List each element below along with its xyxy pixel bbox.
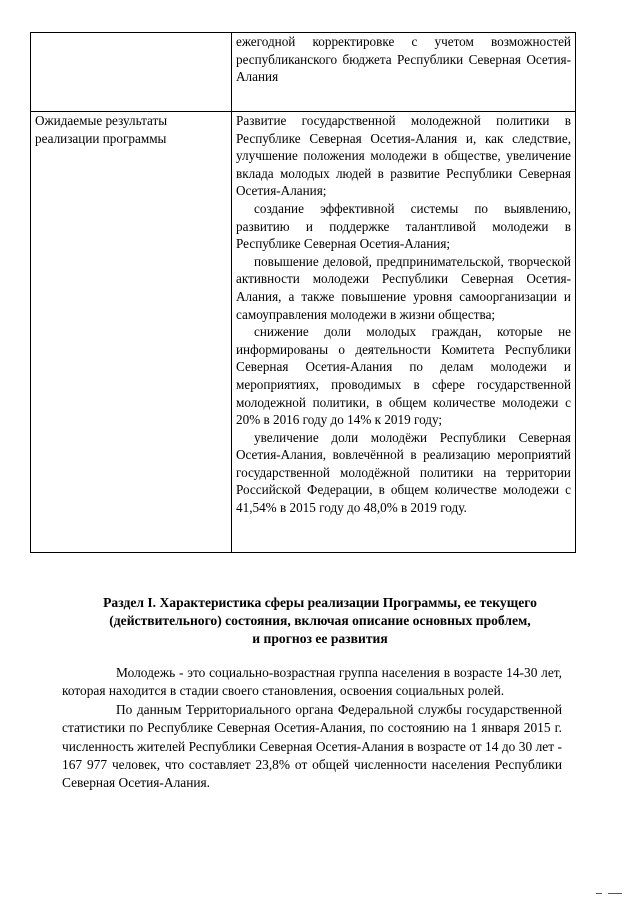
table-cell-value [232, 33, 576, 112]
expected-result-item: Развитие государственной молодежной политики в Республике Северная Осетия-Алания и, как следствие, улучшение положения молодежи в обществе, увеличение вклада молодых людей в развитие Республики Северная Осетия-Алания; [236, 113, 571, 199]
paragraph: Молодежь - это социально-возрастная группа населения в возрасте 14-30 лет, которая находится в стадии своего становления, освоения социальных ролей. [62, 665, 562, 699]
table-cell-value [232, 112, 576, 553]
expected-result-item: создание эффективной системы по выявлению, развитию и поддержке талантливой молодежи в Республике Северная Осетия-Алания; [236, 200, 571, 252]
expected-result-item: повышение деловой, предпринимательской, творческой активности молодежи Республики Северная Осетия-Алания, а также повышение уровня самоорганизации и самоуправления молодежи в жизни общества; [236, 253, 571, 322]
section-heading [40, 594, 600, 648]
table-cell-label-empty [31, 33, 232, 112]
paragraph: По данным Территориального органа Федеральной службы государственной статистики по Республике Северная Осетия-Алания, по состоянию на 1 января 2015 г. численность жителей Республики Северная Осетия-Алания в возрасте от 14 до 30 лет - 167 977 человек, что составляет 23,8% от общей численности населения Республики Северная Осетия-Алания. [62, 701, 562, 791]
expected-result-item: снижение доли молодых граждан, которые не информированы о деятельности Комитета Республики Северная Осетия-Алания по делам молодежи и мероприятиях, проводимых в сфере государственной молодежной политики, в общем количестве молодежи с 20% в 2016 году до 14% к 2019 году; [236, 324, 571, 428]
table-row [31, 112, 576, 553]
expected-results-label: Ожидаемые результаты реализации программы [35, 113, 168, 146]
table-row [31, 33, 576, 112]
section-heading-line: Раздел I. Характеристика сферы реализации Программы, ее текущего [103, 595, 537, 610]
budget-correction-text: ежегодной корректировке с учетом возможностей республиканского бюджета Республики Северная Осетия-Алания [236, 34, 571, 85]
body-text [62, 664, 562, 793]
section-heading-line: и прогноз ее развития [252, 631, 388, 646]
table-cell-label [31, 112, 232, 553]
section-heading-line: (действительного) состояния, включая описание основных проблем, [109, 613, 531, 628]
scan-mark [596, 893, 624, 895]
expected-result-item: увеличение доли молодёжи Республики Северная Осетия-Алания, вовлечённой в реализацию мероприятий государственной молодёжной политики на территории Российской Федерации, в общем количестве молодежи с 41,54% в 2015 году до 48,0% в 2019 году. [236, 429, 571, 516]
program-passport-table [30, 32, 576, 553]
